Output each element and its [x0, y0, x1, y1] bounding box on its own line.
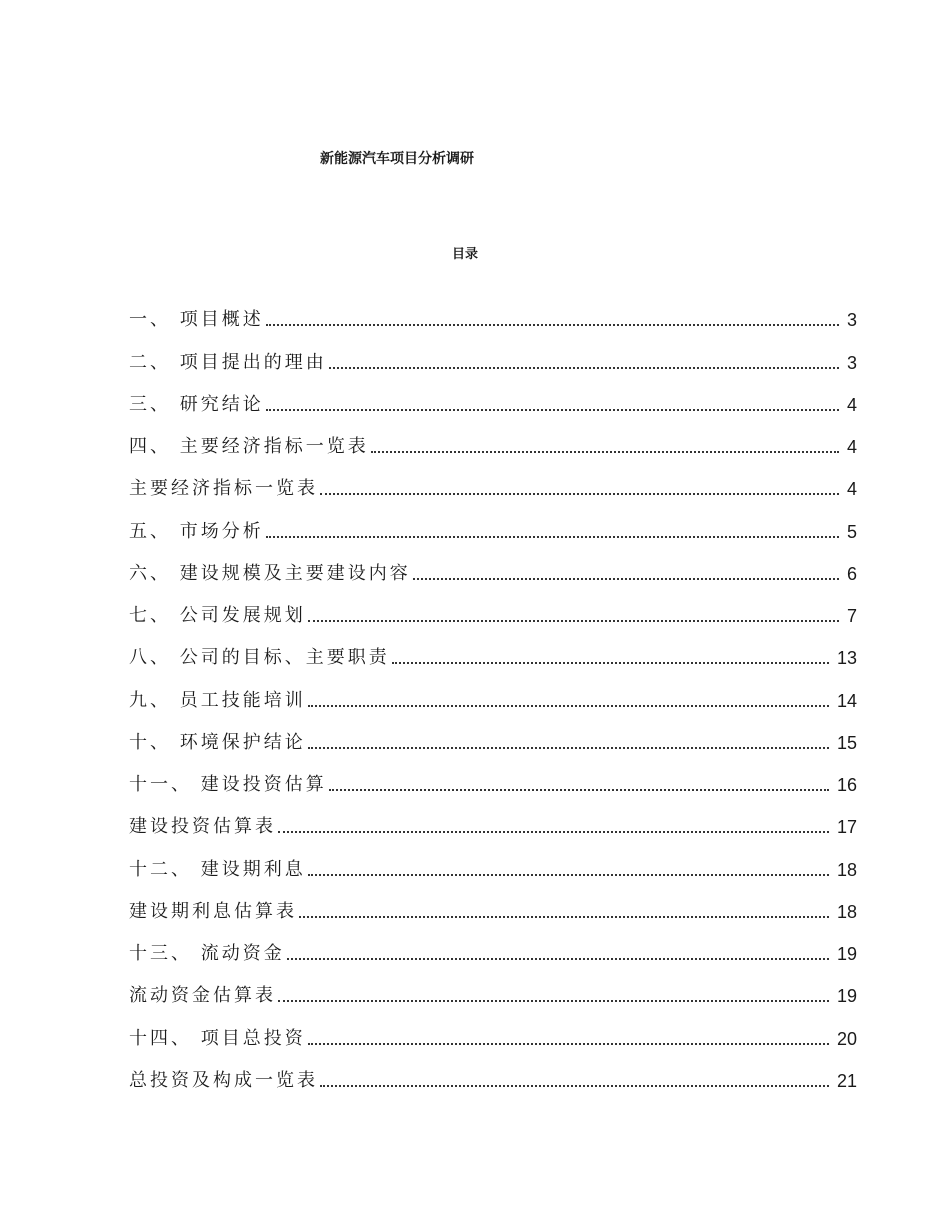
toc-entry[interactable]	[129, 925, 857, 967]
toc-entry-label: 九、 员工技能培训	[129, 689, 306, 711]
toc-entry-label: 十二、 建设期利息	[129, 858, 306, 880]
toc-dot-leader	[308, 705, 829, 707]
toc-entry[interactable]	[129, 798, 857, 840]
toc-entry-label: 总投资及构成一览表	[129, 1069, 318, 1091]
toc-entry[interactable]	[129, 1009, 857, 1051]
toc-entry-page: 15	[836, 732, 857, 753]
toc-entry-label: 十一、 建设投资估算	[129, 774, 327, 795]
toc-entry[interactable]	[129, 418, 857, 460]
toc-entry-label: 建设投资估算表	[129, 816, 276, 838]
toc-entry[interactable]	[129, 376, 857, 418]
toc-dot-leader	[329, 367, 839, 369]
toc-entry-page: 14	[836, 690, 857, 711]
toc-entry-label: 八、 公司的目标、主要职责	[129, 647, 390, 669]
toc-dot-leader	[308, 1043, 829, 1045]
toc-entry-page: 19	[836, 986, 857, 1007]
toc-entry[interactable]	[129, 714, 857, 756]
toc-entry-label: 六、 建设规模及主要建设内容	[129, 562, 411, 584]
toc-entry-label: 一、 项目概述	[129, 309, 264, 331]
toc-dot-leader	[278, 831, 829, 833]
toc-entry-page: 3	[846, 352, 857, 373]
toc-entry-page: 4	[846, 437, 857, 457]
toc-entry-label: 二、 项目提出的理由	[129, 351, 327, 373]
toc-dot-leader	[278, 1000, 829, 1002]
toc-entry-label: 三、 研究结论	[129, 393, 264, 415]
toc-entry[interactable]	[129, 502, 857, 544]
toc-entry-page: 17	[836, 817, 857, 838]
toc-dot-leader	[392, 662, 829, 664]
toc-entry-label: 十、 环境保护结论	[129, 731, 306, 753]
toc-entry[interactable]	[129, 883, 857, 925]
toc-dot-leader	[308, 747, 829, 749]
toc-dot-leader	[413, 578, 839, 580]
toc-dot-leader	[371, 451, 839, 453]
toc-entry-page: 19	[836, 944, 857, 964]
toc-entry-label: 七、 公司发展规划	[129, 605, 306, 626]
toc-dot-leader	[299, 916, 829, 918]
toc-entry-label: 主要经济指标一览表	[129, 478, 318, 500]
table-of-contents	[129, 291, 857, 1094]
toc-entry[interactable]	[129, 545, 857, 587]
toc-dot-leader	[266, 409, 839, 411]
toc-dot-leader	[320, 1085, 829, 1087]
toc-entry[interactable]	[129, 967, 857, 1009]
toc-entry-label: 建设期利息估算表	[129, 900, 297, 922]
toc-entry-page: 18	[836, 901, 857, 922]
toc-entry-label: 四、 主要经济指标一览表	[129, 436, 369, 457]
toc-entry-page: 16	[836, 775, 857, 795]
toc-entry-page: 13	[836, 648, 857, 669]
toc-entry-label: 五、 市场分析	[129, 520, 264, 542]
toc-heading: 目录	[451, 247, 478, 262]
toc-dot-leader	[320, 493, 839, 495]
toc-entry[interactable]	[129, 840, 857, 882]
toc-entry-page: 5	[846, 521, 857, 542]
toc-entry[interactable]	[129, 460, 857, 502]
toc-entry-page: 20	[836, 1028, 857, 1049]
toc-dot-leader	[266, 324, 839, 326]
toc-entry[interactable]	[129, 756, 857, 798]
toc-dot-leader	[308, 620, 839, 622]
toc-entry-page: 3	[846, 310, 857, 331]
toc-entry-label: 十三、 流动资金	[129, 943, 285, 964]
toc-entry[interactable]	[129, 333, 857, 375]
toc-dot-leader	[308, 874, 829, 876]
toc-entry-label: 十四、 项目总投资	[129, 1027, 306, 1049]
toc-entry[interactable]	[129, 671, 857, 713]
toc-dot-leader	[287, 958, 829, 960]
toc-entry[interactable]	[129, 587, 857, 629]
document-title: 新能源汽车项目分析调研	[320, 151, 474, 167]
toc-entry[interactable]	[129, 629, 857, 671]
toc-entry[interactable]	[129, 291, 857, 333]
toc-dot-leader	[266, 536, 839, 538]
toc-entry-page: 4	[846, 479, 857, 500]
toc-entry-page: 18	[836, 859, 857, 880]
toc-entry[interactable]	[129, 1052, 857, 1094]
toc-entry-page: 6	[846, 563, 857, 584]
toc-dot-leader	[329, 789, 829, 791]
toc-entry-page: 4	[846, 394, 857, 415]
toc-entry-page: 7	[846, 606, 857, 626]
toc-entry-page: 21	[836, 1070, 857, 1091]
toc-entry-label: 流动资金估算表	[129, 985, 276, 1007]
